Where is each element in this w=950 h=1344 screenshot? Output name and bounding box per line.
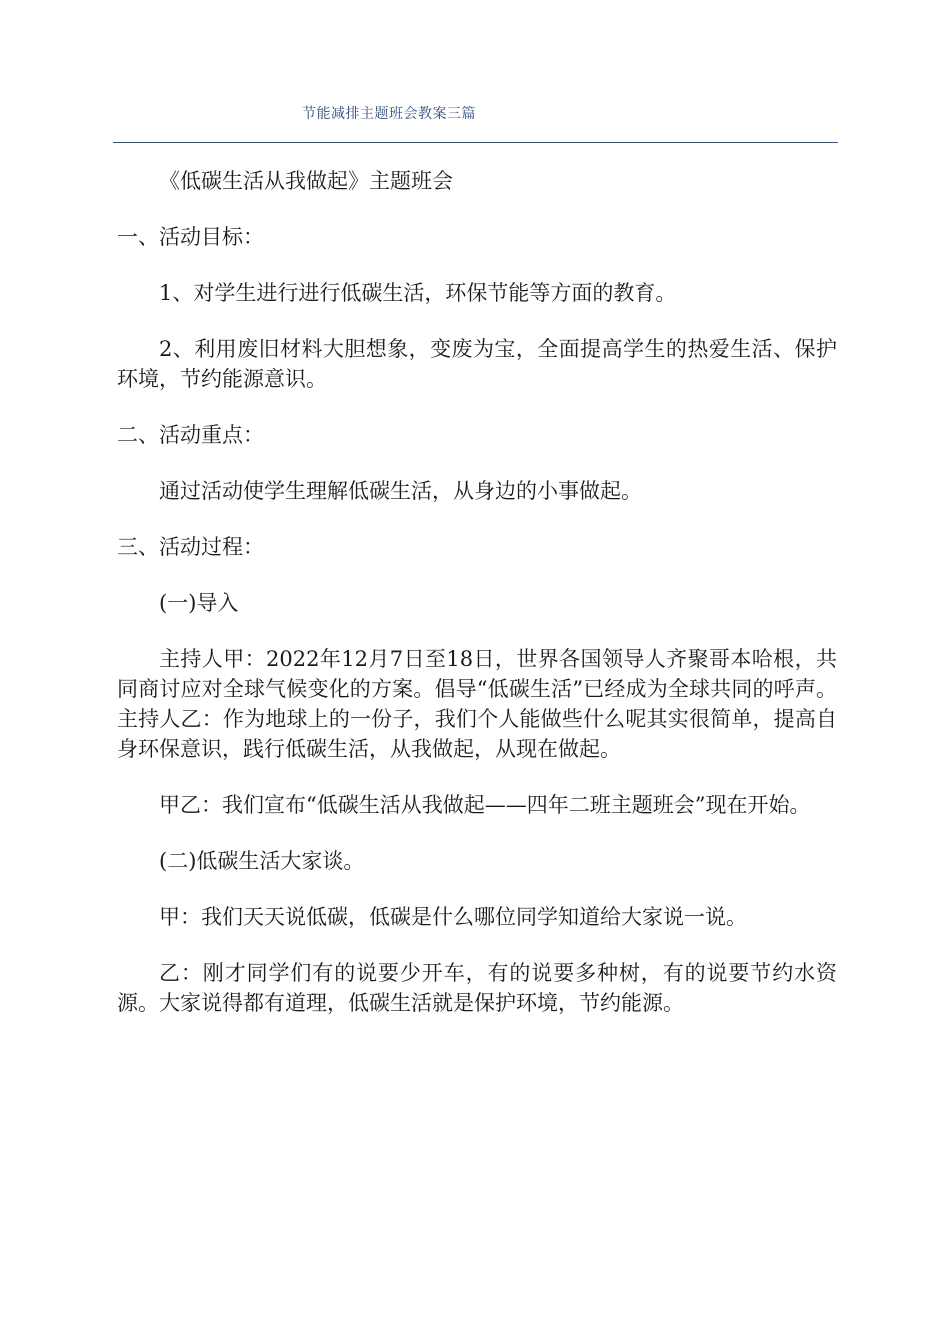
subheading-discussion: (二)低碳生活大家谈。 bbox=[159, 849, 365, 873]
heading-activity-process: 三、活动过程： bbox=[117, 535, 264, 559]
heading-activity-focus: 二、活动重点： bbox=[117, 423, 264, 447]
document-body bbox=[117, 166, 837, 1044]
paragraph: 乙：刚才同学们有的说要少开车，有的说要多种树，有的说要节约水资源。大家说得都有道理，低碳生活就是保护环境，节约能源。 bbox=[117, 961, 837, 1015]
header-divider bbox=[113, 142, 838, 143]
section-title: 《低碳生活从我做起》主题班会 bbox=[159, 169, 453, 193]
subheading-introduction: (一)导入 bbox=[159, 591, 239, 615]
heading-activity-goals: 一、活动目标： bbox=[117, 225, 264, 249]
paragraph: 主持人甲：2022年12月7日至18日，世界各国领导人齐聚哥本哈根，共同商讨应对全球气候变化的方案。倡导“低碳生活”已经成为全球共同的呼声。主持人乙：作为地球上的一份子，我们个人能做些什么呢其实很简单，提高自身环保意识，践行低碳生活，从我做起，从现在做起。 bbox=[117, 647, 837, 761]
paragraph: 1、对学生进行进行低碳生活，环保节能等方面的教育。 bbox=[159, 281, 677, 305]
paragraph: 甲乙：我们宣布“低碳生活从我做起——四年二班主题班会”现在开始。 bbox=[159, 793, 811, 817]
paragraph: 通过活动使学生理解低碳生活，从身边的小事做起。 bbox=[159, 479, 642, 503]
paragraph: 2、利用废旧材料大胆想象，变废为宝，全面提高学生的热爱生活、保护环境，节约能源意识。 bbox=[117, 337, 837, 391]
paragraph: 甲：我们天天说低碳，低碳是什么哪位同学知道给大家说一说。 bbox=[159, 905, 747, 929]
document-header-title: 节能减排主题班会教案三篇 bbox=[302, 106, 476, 122]
